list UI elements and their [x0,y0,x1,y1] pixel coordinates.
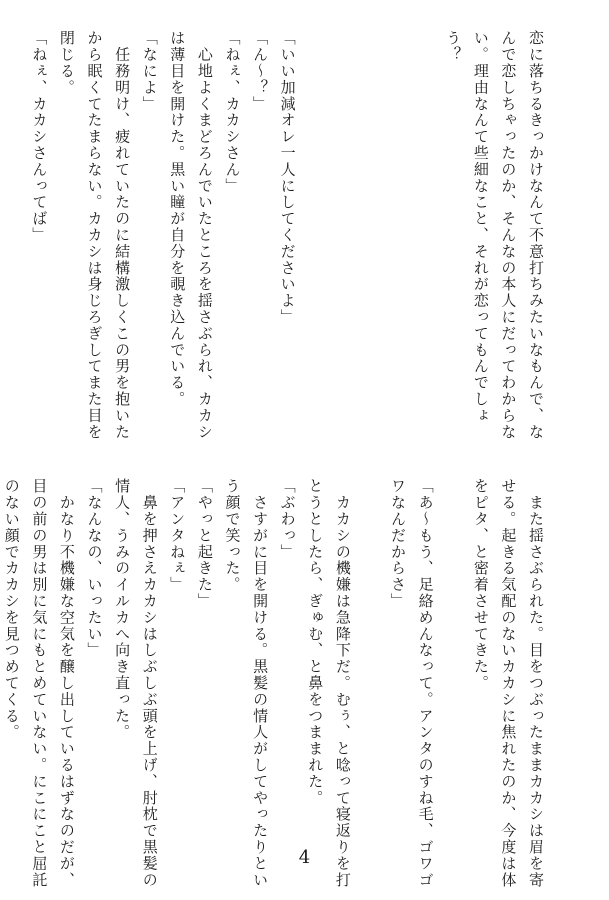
text-line: 情人、うみのイルカへ向き直った。 [113,478,132,741]
text-line: とうとしたら、ぎゅむ、と鼻をつままれた。 [306,478,325,806]
text-line: 「あ〜もう、足絡めんなって。アンタのすね毛、ゴワゴ [416,478,435,888]
text-line: う顔で笑った。 [223,478,242,593]
text-line: さすがに目を開ける。黒髪の情人がしてやったりとい [251,478,270,888]
text-line: 「いい加減オレ一人にしてくださいよ」 [278,30,297,326]
text-line: 目の前の男は別に気にもとめていない。にこにこと屈託 [30,478,49,888]
text-line: ワなんだからさ」 [389,478,408,610]
text-line [383,30,411,420]
text-line: カカシの機嫌は急降下だ。むぅ、と唸って寝返りを打 [333,478,352,888]
text-line: う？ [444,30,463,63]
text-line: 閉じる。 [57,30,76,96]
text-line: 「アンタねぇ」 [168,478,187,593]
text-line: から眠くてたまらない。カカシは身じろぎしてまた目を [85,30,104,440]
text-line [328,30,356,420]
text-line: 「ぶわっ」 [278,478,297,560]
text-line: 任務明け、疲れていたのに結構激しくこの男を抱いた [113,30,132,440]
text-line: をピタ、と密着させてきた。 [471,478,490,692]
text-line: せる。起きる気配のないカカシに焦れたのか、今度は体 [499,478,518,888]
text-line: かなり不機嫌な空気を醸し出しているはずなのだが、 [57,478,76,888]
text-line: 「ねぇ、カカシさん」 [223,30,242,194]
text-block-bottom [2,478,549,888]
text-line: 「ん〜？」 [251,30,270,112]
text-line [356,30,384,420]
text-line [411,30,439,420]
text-line: 「なんなの、いったい」 [85,478,104,659]
text-line: また揺さぶられた。目をつぶったままカカシは眉を寄 [527,478,545,888]
text-line: は薄目を開けた。黒い瞳が自分を覗き込んでいる。 [168,30,187,408]
text-line: 恋に落ちるきっかけなんて不意打ちみたいなもんで、な [527,30,545,440]
text-line: 心地よくまどろんでいたところを揺さぶられ、カカシ [195,30,214,440]
text-line: んで恋しちゃったのか、そんなの本人にだってわからな [499,30,518,440]
text-line: い。理由なんて些細なこと、それが恋ってもんでしょ [471,30,490,424]
text-line: 「やっと起きた」 [195,478,214,610]
text-line [356,478,384,868]
page-number: 4 [298,847,311,868]
text-line: 「なによ」 [140,30,159,112]
text-line: 鼻を押さえカカシはしぶしぶ頭を上げ、肘枕で黒髪の [140,478,159,888]
text-line: 「ねぇ、カカシさんってば」 [30,30,49,244]
text-block-top [9,30,549,440]
text-line: のない顔でカカシを見つめてくる。 [2,478,21,741]
text-line [301,30,329,420]
text-line [439,478,467,868]
